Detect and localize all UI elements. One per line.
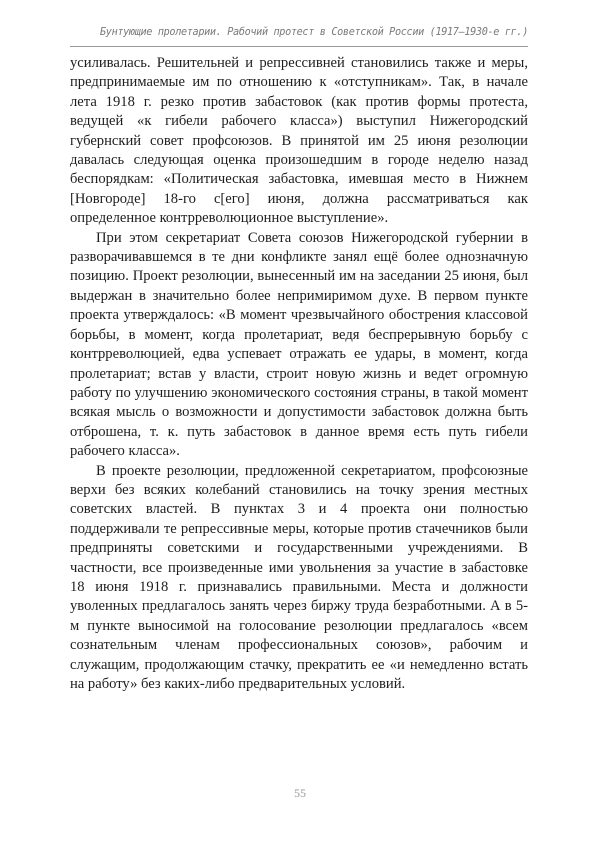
paragraph: При этом секретариат Совета союзов Нижегородской губернии в разворачивавшемся в те дни конфликте занял ещё более однозначную позицию. Проект резолюции, вынесенный им на заседании 25 июня, был выдержан в значительно более непримиримом духе. В первом пункте проекта утверждалось: «В момент чрезвычайного обострения классовой борьбы, в момент, когда пролетариат, ведя беспрерывную борьбу с контрреволюцией, едва успевает отражать ее удары, в момент, когда пролетариат; встав у власти, строит новую жизнь и ведет огромную работу по улучшению экономического состояния страны, в такой момент всякая мысль о возможности и допустимости забастовок должна быть отброшена, т. к. путь забастовок в данное время есть путь гибели рабочего класса».	[70, 229, 528, 460]
paragraph-continuation: усиливалась. Решительней и репрессивней становились также и меры, предпринимаемые им по отношению к «отступникам». Так, в начале лета 1918 г. резко против забастовок (как против формы протеста, ведущей «к гибели рабочего класса») выступил Нижегородский губернский совет профсоюзов. В принятой им 25 июня резолюции давалась следующая оценка произошедшим в городе неделю назад беспорядкам: «Политическая забастовка, имевшая место в Нижнем [Новгороде] 18-го с[его] июня, должна рассматриваться как определенное контрреволюционное выступление».	[70, 55, 528, 227]
header-rule	[70, 46, 528, 47]
running-header: Бунтующие пролетарии. Рабочий протест в Советской России (1917–1930-е гг.)	[100, 27, 528, 38]
paragraph: В проекте резолюции, предложенной секретариатом, профсоюзные верхи без всяких колебаний становились на точку зрения местных советских властей. В пунктах 3 и 4 проекта они полностью поддерживали те репрессивные меры, которые против стачечников были предприняты советскими и государственными учреждениями. В частности, все произведенные ими увольнения за участие в забастовке 18 июня 1918 г. признавались правильными. Места и должности уволенных предлагалось занять через биржу труда безработными. А в 5-м пункте выносимой на голосование резолюции предлагалось «всем сознательным членам профессиональных союзов», рабочим и служащим, продолжающим стачку, прекратить ее «и немедленно встать на работу» без каких-либо предварительных условий.	[70, 462, 528, 692]
page-number: 55	[294, 786, 306, 800]
body-text	[70, 54, 528, 694]
